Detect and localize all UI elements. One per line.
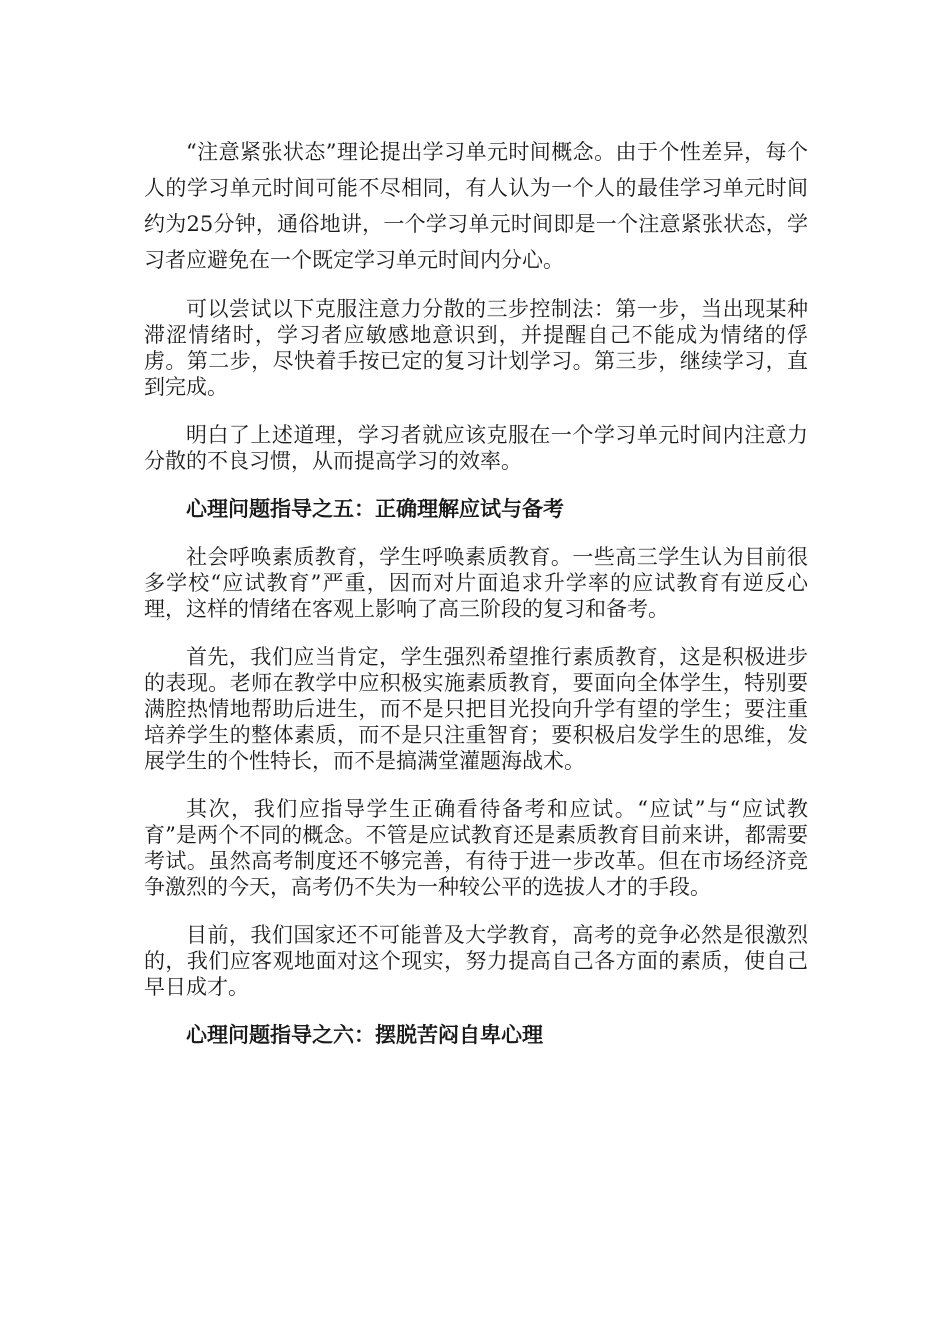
section-heading-six: 心理问题指导之六：摆脱苦闷自卑心理 [186,1023,543,1047]
paragraph-current-situation: 目前，我们国家还不可能普及大学教育，高考的竞争必然是很激烈的，我们应客观地面对这个现实，努力提高自己各方面的素质，使自己早日成才。 [144,923,808,999]
paragraph-first-affirm: 首先，我们应当肯定，学生强烈希望推行素质教育，这是积极进步的表现。老师在教学中应积极实施素质教育，要面向全体学生，特别要满腔热情地帮助后进生，而不是只把目光投向升学有望的学生；要注重培养学生的整体素质，而不是只注重智育；要积极启发学生的思维，发展学生的个性特长，而不是搞满堂灌题海战术。 [144,645,808,773]
section-heading-five: 心理问题指导之五：正确理解应试与备考 [186,497,564,521]
paragraph-second-exam: 其次，我们应指导学生正确看待备考和应试。“应试”与“应试教育”是两个不同的概念。不管是应试教育还是素质教育目前来讲，都需要考试。虽然高考制度还不够完善，有待于进一步改革。但在市场经济竞争激烈的今天，高考仍不失为一种较公平的选拔人才的手段。 [144,797,808,899]
paragraph-overcome-distraction: 明白了上述道理，学习者就应该克服在一个学习单元时间内注意力分散的不良习惯，从而提高学习的效率。 [144,423,808,473]
paragraph-three-step-control: 可以尝试以下克服注意力分散的三步控制法：第一步，当出现某种滞涩情绪时，学习者应敏感地意识到，并提醒自己不能成为情绪的俘虏。第二步，尽快着手按已定的复习计划学习。第三步，继续学习，直到完成。 [144,297,808,399]
paragraph-quality-education: 社会呼唤素质教育，学生呼唤素质教育。一些高三学生认为目前很多学校“应试教育”严重，因而对片面追求升学率的应试教育有逆反心理，这样的情绪在客观上影响了高三阶段的复习和备考。 [144,545,808,621]
document-body [144,134,808,1070]
paragraph-attention-tension: “注意紧张状态”理论提出学习单元时间概念。由于个性差异，每个人的学习单元时间可能不尽相同，有人认为一个人的最佳学习单元时间约为25分钟，通俗地讲，一个学习单元时间即是一个注意紧张状态，学习者应避免在一个既定学习单元时间内分心。 [144,140,808,272]
